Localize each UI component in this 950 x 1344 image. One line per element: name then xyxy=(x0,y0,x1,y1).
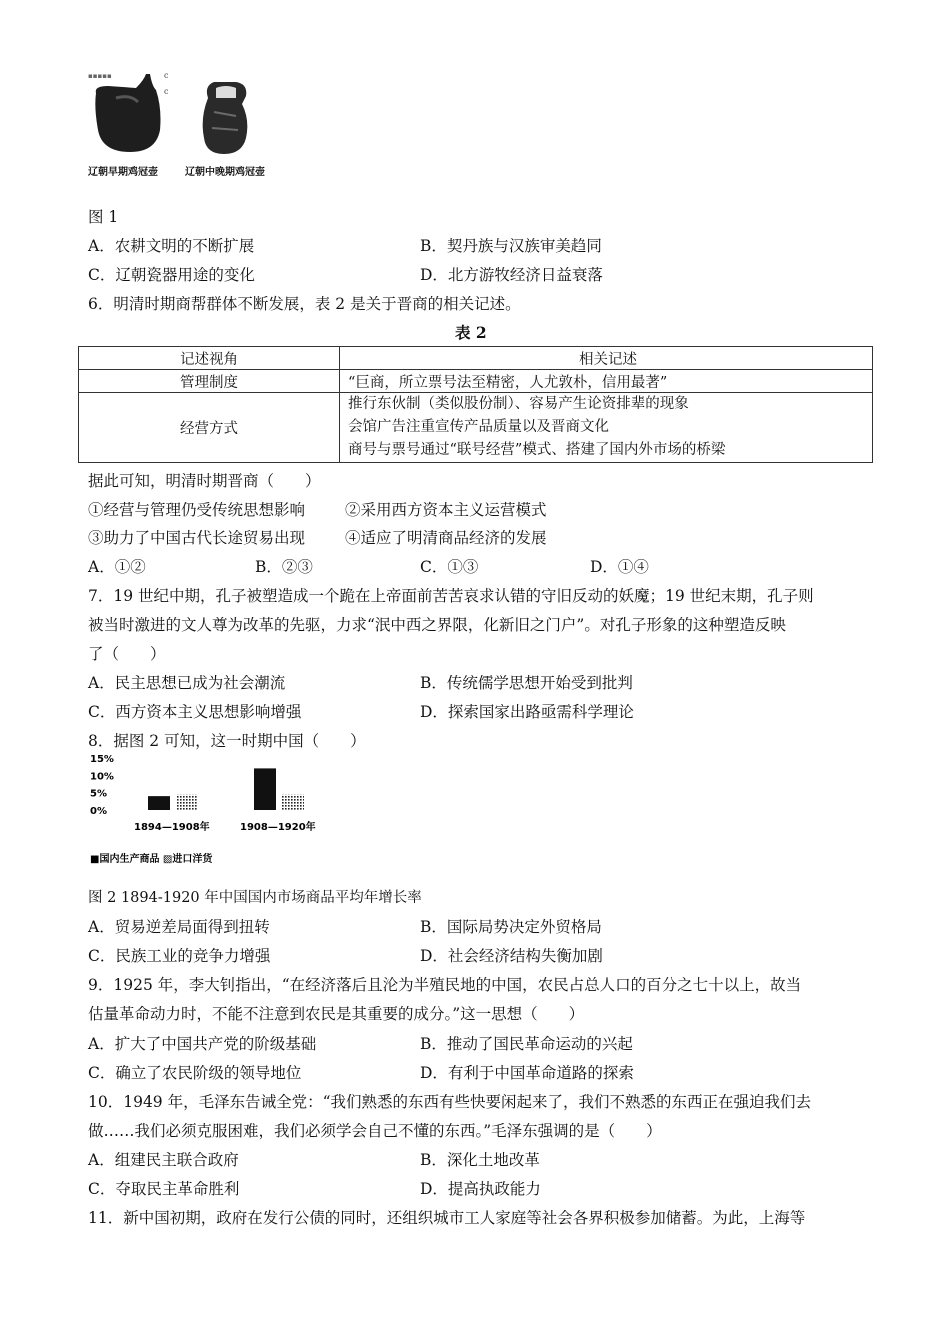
operation-record-1: 推行东伙制（类似股份制）、容易产生论资排辈的现象 xyxy=(348,396,689,412)
q7-option-b: B．传统儒学思想开始受到批判 xyxy=(420,674,633,692)
q7-stem-line-2: 被当时激进的文人尊为改革的先驱，力求“泯中西之界限，化新旧之门户”。对孔子形象的这种塑造反映 xyxy=(88,616,786,634)
q11-stem-line-1: 11．新中国初期，政府在发行公债的同时，还组织城市工人家庭等社会各界积极参加储蓄。为此，上海等 xyxy=(88,1209,806,1227)
operation-record-2: 会馆广告注重宣传产品质量以及晋商文化 xyxy=(348,419,609,435)
q6-option-c: C．①③ xyxy=(420,558,479,576)
y-tick-label: 15% xyxy=(90,754,114,765)
q9-option-a: A．扩大了中国共产党的阶级基础 xyxy=(88,1035,317,1053)
table-2 xyxy=(78,346,873,463)
table-2-title: 表 2 xyxy=(455,323,487,342)
svg-text:c: c xyxy=(164,71,169,80)
q6-option-a: A．①② xyxy=(88,558,146,576)
q8-option-b: B．国际局势决定外贸格局 xyxy=(420,918,602,936)
q6-option-d: D．①④ xyxy=(590,558,649,576)
q6-item-3: ③助力了中国古代长途贸易出现 xyxy=(88,529,306,547)
q7-option-a: A．民主思想已成为社会潮流 xyxy=(88,674,286,692)
q5-option-b: B．契丹族与汉族审美趋同 xyxy=(420,237,602,255)
q7-stem-line-3: 了（ ） xyxy=(88,645,166,663)
table-cell-management: 管理制度 xyxy=(79,370,340,393)
q8-option-d: D．社会经济结构失衡加剧 xyxy=(420,947,603,965)
bar-domestic-goods xyxy=(254,768,276,810)
y-tick-label: 5% xyxy=(90,788,107,800)
late-jar-caption: 辽朝中晚期鸡冠壶 xyxy=(185,167,265,178)
table-row xyxy=(79,393,873,463)
q10-stem-line-2: 做……我们必须克服困难，我们必须学会自己不懂的东西。”毛泽东强调的是（ ） xyxy=(88,1122,662,1140)
q7-stem-line-1: 7．19 世纪中期，孔子被塑造成一个跪在上帝面前苦苦哀求认错的守旧反动的妖魔；19 世纪末期，孔子则 xyxy=(88,587,814,605)
q5-option-d: D．北方游牧经济日益衰落 xyxy=(420,266,603,284)
q9-option-c: C．确立了农民阶级的领导地位 xyxy=(88,1064,302,1082)
q10-stem-line-1: 10．1949 年，毛泽东告诫全党：“我们熟悉的东西有些快要闲起来了，我们不熟悉的东西正在强迫我们去 xyxy=(88,1093,812,1111)
svg-text:▪▪▪▪▪: ▪▪▪▪▪ xyxy=(88,72,112,80)
q8-stem: 8．据图 2 可知，这一时期中国（ ） xyxy=(88,732,366,750)
late-jar-image xyxy=(203,82,248,154)
early-jar-image xyxy=(88,71,169,152)
q6-item-2: ②采用西方资本主义运营模式 xyxy=(345,501,547,519)
q8-option-c: C．民族工业的竞争力增强 xyxy=(88,947,271,965)
figure-2-caption: 图 2 1894-1920 年中国国内市场商品平均年增长率 xyxy=(88,890,422,906)
q10-option-a: A．组建民主联合政府 xyxy=(88,1151,239,1169)
q9-option-d: D．有利于中国革命道路的探索 xyxy=(420,1064,634,1082)
q6-item-1: ①经营与管理仍受传统思想影响 xyxy=(88,501,306,519)
table-header-perspective: 记述视角 xyxy=(79,347,340,370)
bar-domestic-goods xyxy=(148,796,170,810)
q6-stem: 6．明清时期商帮群体不断发展，表 2 是关于晋商的相关记述。 xyxy=(88,295,521,313)
q8-option-a: A．贸易逆差局面得到扭转 xyxy=(88,918,270,936)
table-cell-operation-records xyxy=(340,393,873,463)
operation-record-3: 商号与票号通过“联号经营”模式、搭建了国内外市场的桥梁 xyxy=(348,442,726,458)
y-tick-label: 10% xyxy=(90,771,114,783)
y-tick-label: 0% xyxy=(90,806,107,817)
q6-item-4: ④适应了明清商品经济的发展 xyxy=(345,529,547,547)
figure-1-label: 图 1 xyxy=(88,208,119,226)
svg-text:c: c xyxy=(164,87,169,96)
q6-question: 据此可知，明清时期晋商（ ） xyxy=(88,472,321,490)
q5-option-a: A．农耕文明的不断扩展 xyxy=(88,237,255,255)
figure-2-chart xyxy=(90,754,350,874)
q9-option-b: B．推动了国民革命运动的兴起 xyxy=(420,1035,633,1053)
chart-legend: ■国内生产商品 ▨进口洋货 xyxy=(90,854,213,865)
q7-option-d: D．探索国家出路亟需科学理论 xyxy=(420,703,634,721)
table-cell-operation: 经营方式 xyxy=(79,393,340,463)
q6-option-b: B．②③ xyxy=(255,558,313,576)
pottery-images xyxy=(86,68,286,163)
x-category-label: 1908—1920年 xyxy=(240,822,316,833)
table-header-row xyxy=(79,347,873,370)
early-jar-caption: 辽朝早期鸡冠壶 xyxy=(88,167,158,178)
q5-option-c: C．辽朝瓷器用途的变化 xyxy=(88,266,255,284)
q9-stem-line-2: 估量革命动力时，不能不注意到农民是其重要的成分。”这一思想（ ） xyxy=(88,1005,585,1023)
q9-stem-line-1: 9．1925 年，李大钊指出，“在经济落后且沦为半殖民地的中国，农民占总人口的百分之七十以上，故当 xyxy=(88,976,802,994)
table-header-records: 相关记述 xyxy=(340,347,873,370)
q10-option-b: B．深化土地改革 xyxy=(420,1151,540,1169)
q10-option-d: D．提高执政能力 xyxy=(420,1180,541,1198)
bar-imported-goods xyxy=(282,794,304,810)
x-category-label: 1894—1908年 xyxy=(134,822,210,833)
bar-imported-goods xyxy=(176,794,198,810)
q10-option-c: C．夺取民主革命胜利 xyxy=(88,1180,240,1198)
table-row xyxy=(79,370,873,393)
table-cell-management-record: “巨商，所立票号法至精密，人尤敦朴，信用最著” xyxy=(340,370,873,393)
q7-option-c: C．西方资本主义思想影响增强 xyxy=(88,703,302,721)
